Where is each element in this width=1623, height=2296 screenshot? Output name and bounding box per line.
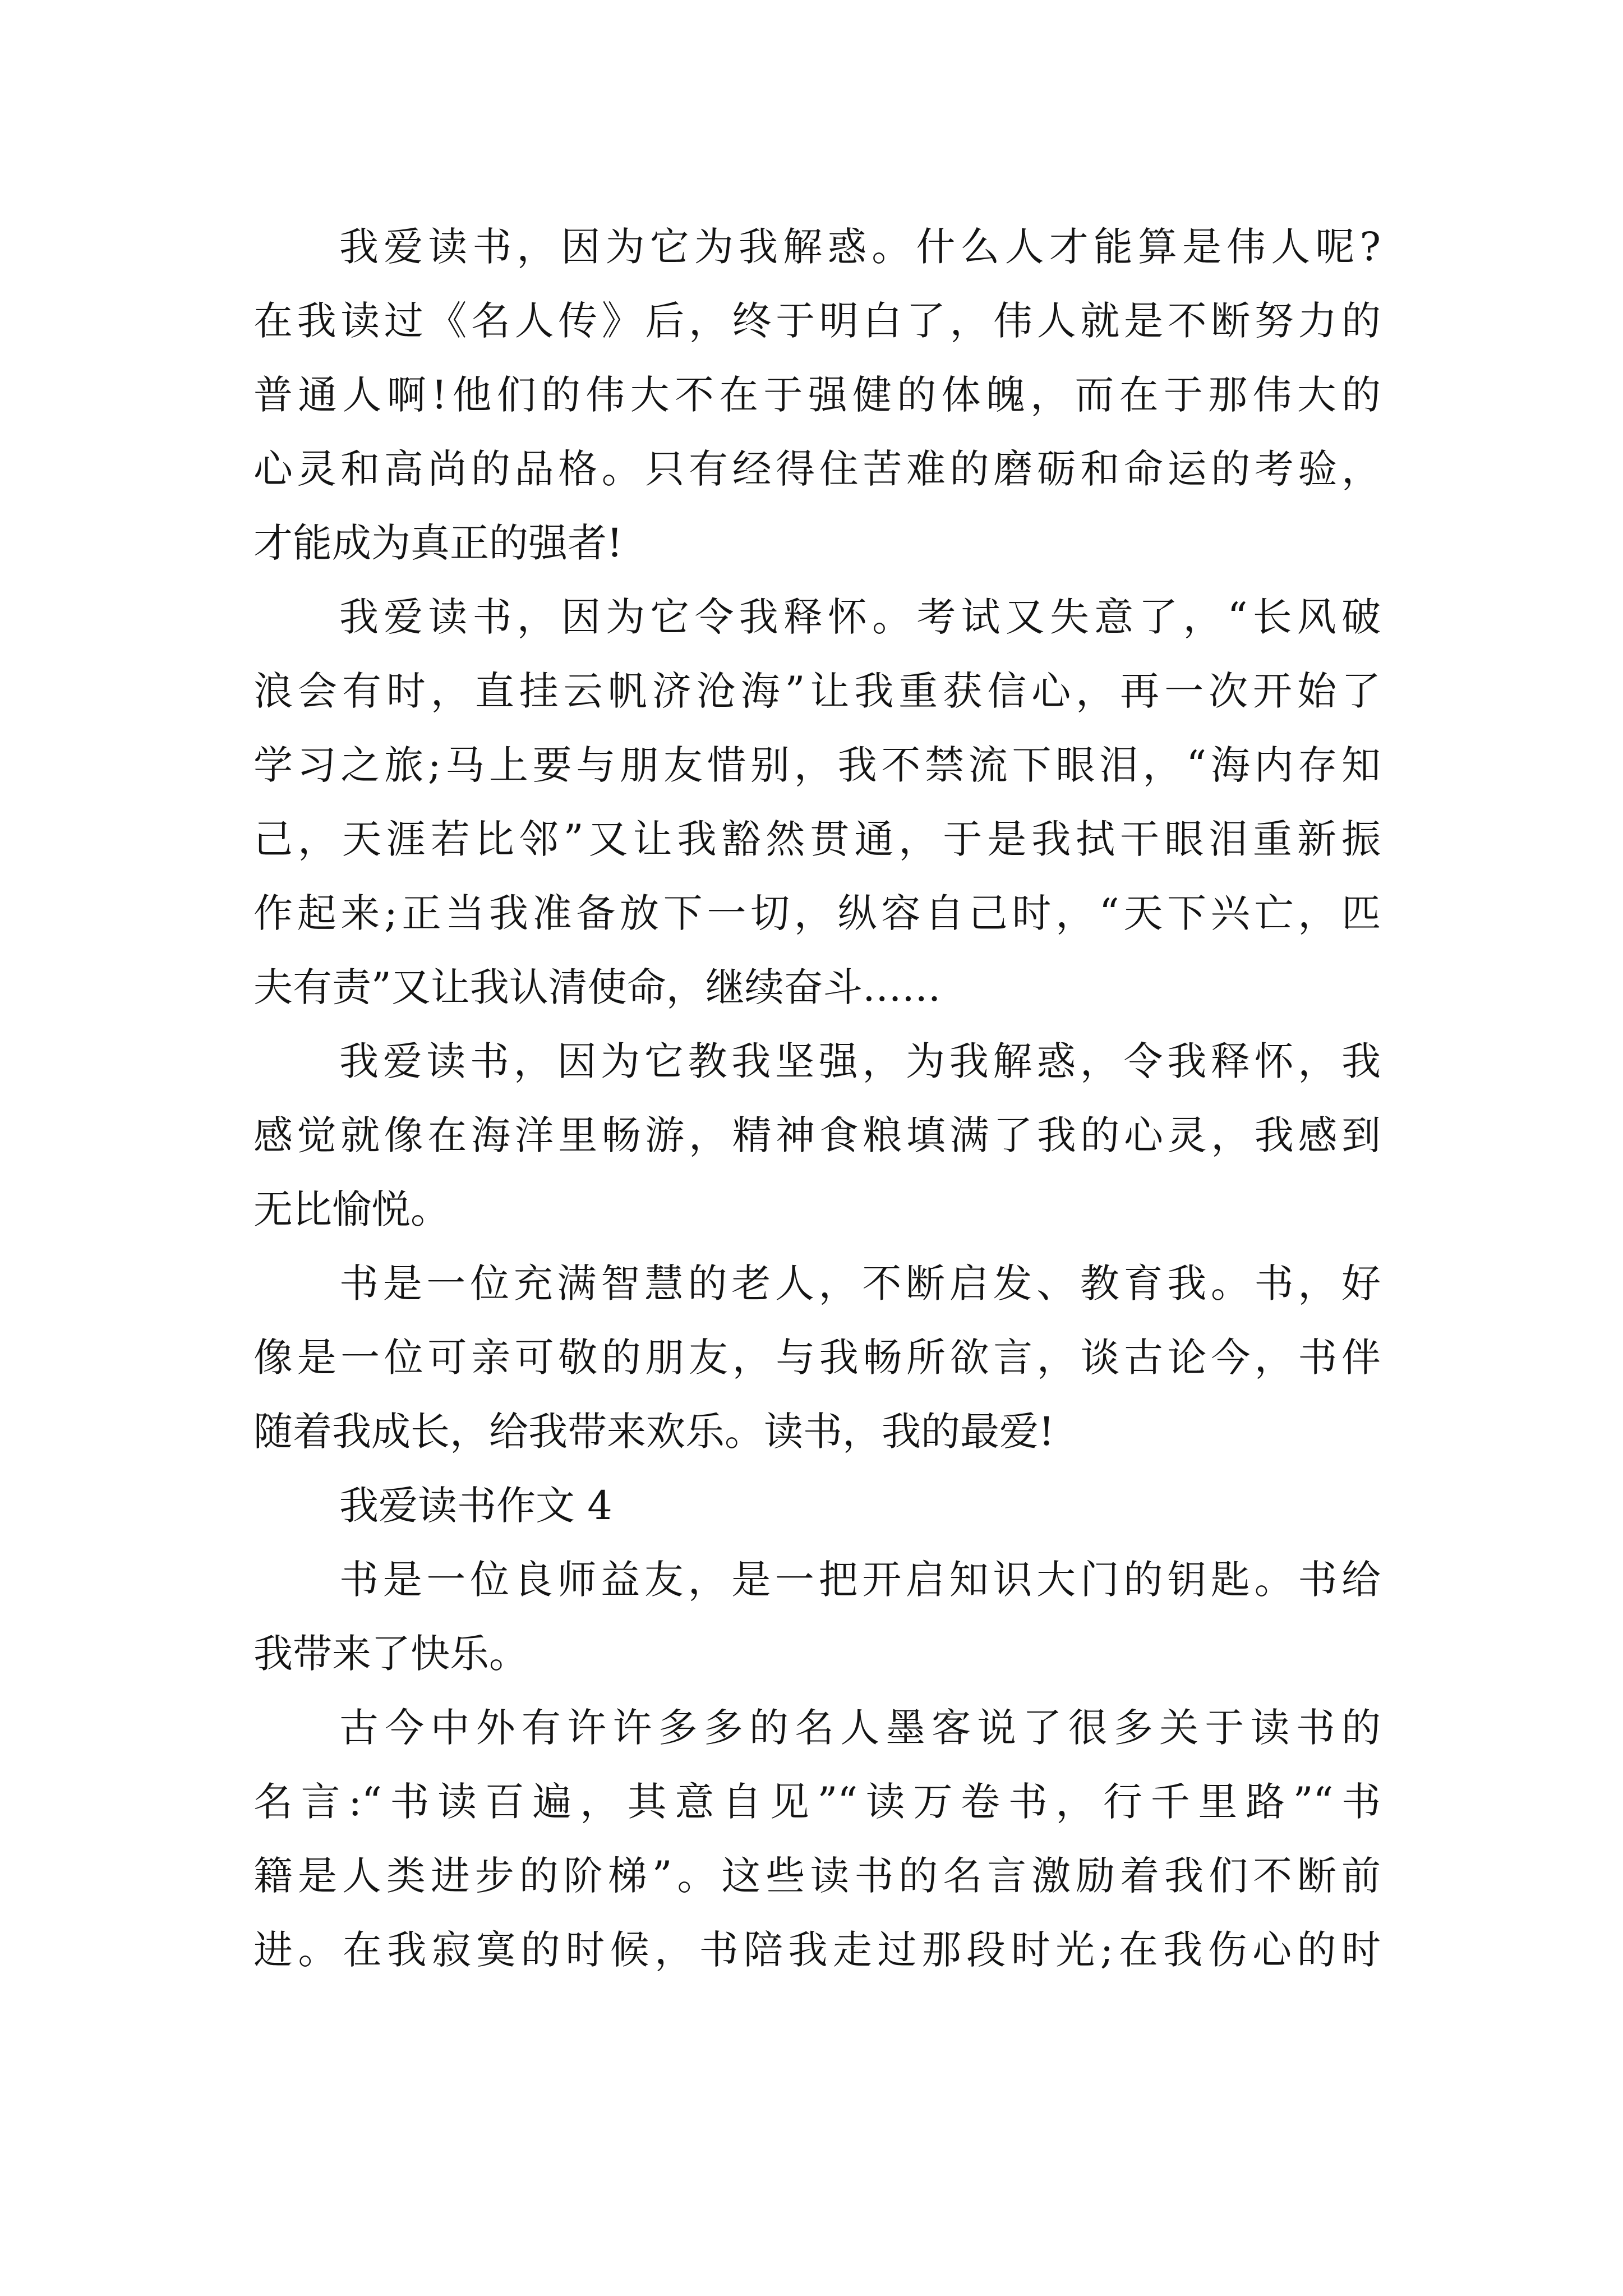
paragraph-line: 书是一位充满智慧的老人，不断启发、教育我。书，好 — [339, 1260, 1381, 1306]
paragraph-line: 像是一位可亲可敬的朋友，与我畅所欲言，谈古论今，书伴 — [253, 1335, 1381, 1381]
paragraph-line: 名言:“书读百遍，其意自见”“读万卷书，行千里路”“书 — [253, 1779, 1381, 1825]
paragraph-line: 夫有责”又让我认清使命，继续奋斗…… — [253, 964, 941, 1010]
section-heading: 我爱读书作文 4 — [339, 1483, 612, 1529]
paragraph-line: 我带来了快乐。 — [253, 1631, 528, 1677]
paragraph-line: 学习之旅;马上要与朋友惜别，我不禁流下眼泪，“海内存知 — [253, 742, 1381, 788]
paragraph-line: 我爱读书，因为它为我解惑。什么人才能算是伟人呢? — [339, 224, 1381, 270]
paragraph-line: 进。在我寂寞的时候，书陪我走过那段时光;在我伤心的时 — [253, 1927, 1381, 1973]
paragraph-line: 感觉就像在海洋里畅游，精神食粮填满了我的心灵，我感到 — [253, 1112, 1381, 1158]
paragraph-line: 己，天涯若比邻”又让我豁然贯通，于是我拭干眼泪重新振 — [253, 816, 1381, 862]
paragraph-line: 作起来;正当我准备放下一切，纵容自己时，“天下兴亡，匹 — [253, 890, 1381, 936]
paragraph-line: 籍是人类进步的阶梯”。这些读书的名言激励着我们不断前 — [253, 1853, 1381, 1899]
paragraph-line: 普通人啊!他们的伟大不在于强健的体魄，而在于那伟大的 — [253, 372, 1381, 418]
paragraph-line: 在我读过《名人传》后，终于明白了，伟人就是不断努力的 — [253, 298, 1381, 344]
paragraph-line: 随着我成长，给我带来欢乐。读书，我的最爱! — [253, 1409, 1055, 1455]
paragraph-line: 浪会有时，直挂云帆济沧海”让我重获信心，再一次开始了 — [253, 668, 1381, 714]
paragraph-line: 我爱读书，因为它令我释怀。考试又失意了，“长风破 — [339, 594, 1381, 640]
paragraph-line: 书是一位良师益友，是一把开启知识大门的钥匙。书给 — [339, 1557, 1381, 1603]
paragraph-line: 无比愉悦。 — [253, 1186, 450, 1232]
paragraph-line: 我爱读书，因为它教我坚强，为我解惑，令我释怀，我 — [339, 1038, 1381, 1084]
paragraph-line: 心灵和高尚的品格。只有经得住苦难的磨砺和命运的考验， — [253, 446, 1381, 492]
paragraph-line: 才能成为真正的强者! — [253, 520, 623, 566]
paragraph-line: 古今中外有许许多多的名人墨客说了很多关于读书的 — [339, 1705, 1381, 1751]
